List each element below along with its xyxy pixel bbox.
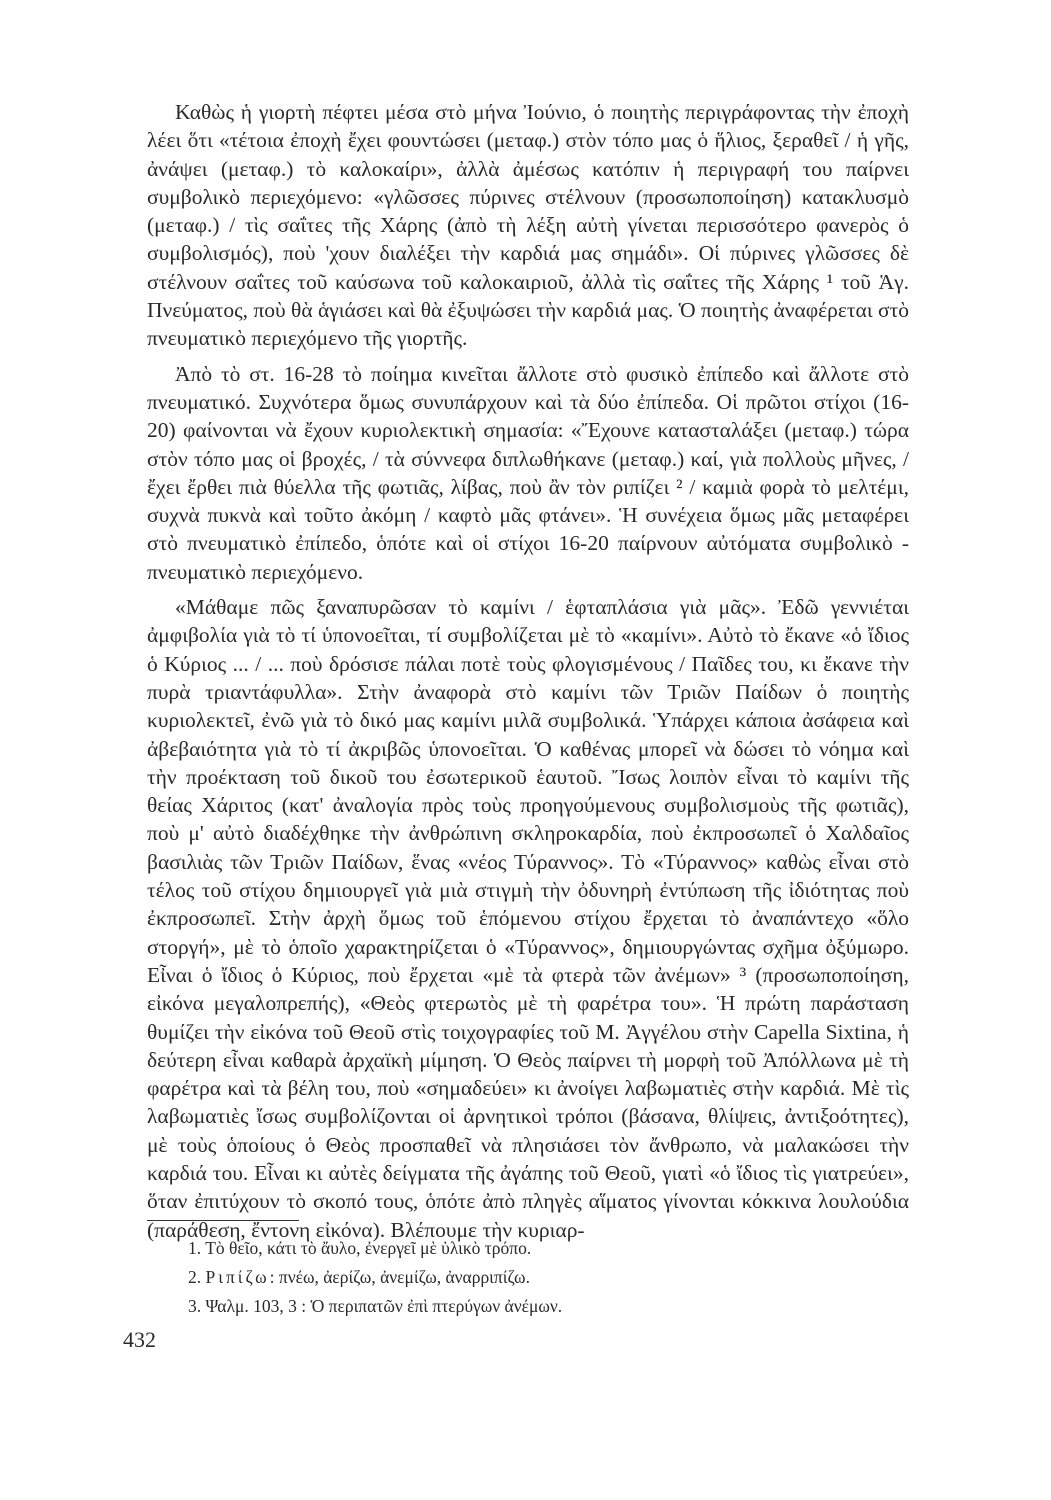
page-number: 432: [123, 1327, 156, 1352]
footnotes: [188, 1234, 888, 1321]
paragraph-1: Καθὼς ἡ γιορτὴ πέφτει μέσα στὸ μήνα Ἰούνιο, ὁ ποιητὴς περιγράφοντας τὴν ἐποχὴ λέει ὅτι «τέτοια ἐποχὴ ἔχει φουντώσει (μεταφ.) στὸν τόπο μας ὁ ἥλιος, ξεραθεῖ / ἡ γῆς, ἀνάψει (μεταφ.) τὸ καλοκαίρι», ἀλλὰ ἀμέσως κατόπιν ἡ περιγραφή του παίρνει συμβολικὸ περιεχόμενο: «γλῶσσες πύρινες στέλνουν (προσωποποίηση) κατακλυσμὸ (μεταφ.) / τὶς σαΐτες τῆς Χάρης (ἀπὸ τὴ λέξη αὐτὴ γίνεται περισσότερο φανερὸς ὁ συμβολισμός), ποὺ 'χουν διαλέξει τὴν καρδιά μας σημάδι». Οἱ πύρινες γλῶσσες δὲ στέλνουν σαΐτες τοῦ καύσωνα τοῦ καλοκαιριοῦ, ἀλλὰ τὶς σαΐτες τῆς Χάρης ¹ τοῦ Ἁγ. Πνεύματος, ποὺ θὰ ἁγιάσει καὶ θὰ ἐξυψώσει τὴν καρδιά μας. Ὁ ποιητὴς ἀναφέρεται στὸ πνευματικὸ περιεχόμενο τῆς γιορτῆς.: [147, 100, 909, 351]
main-text: [147, 98, 909, 1251]
footnote-term: Ριπίζω: [205, 1267, 270, 1287]
footnote-text: : πνέω, ἀερίζω, ἀνεμίζω, ἀναρριπίζω.: [269, 1267, 530, 1287]
footnote-number: 3.: [188, 1296, 202, 1316]
footnote-text: Τὸ θεῖο, κάτι τὸ ἄυλο, ἐνεργεῖ μὲ ὑλικὸ τρόπο.: [205, 1238, 532, 1258]
footnote-divider: [147, 1220, 299, 1221]
footnote-1: [188, 1234, 888, 1263]
footnote-3: [188, 1292, 888, 1321]
paragraph-2: Ἀπὸ τὸ στ. 16-28 τὸ ποίημα κινεῖται ἄλλοτε στὸ φυσικὸ ἐπίπεδο καὶ ἄλλοτε στὸ πνευματικό. Συχνότερα ὅμως συνυπάρχουν καὶ τὰ δύο ἐπίπεδα. Οἱ πρῶτοι στίχοι (16-20) φαίνονται νὰ ἔχουν κυριολεκτικὴ σημασία: «Ἔχουνε κατασταλάξει (μεταφ.) τώρα στὸν τόπο μας οἱ βροχές, / τὰ σύννεφα διπλωθήκανε (μεταφ.) καί, γιὰ πολλοὺς μῆνες, / ἔχει ἔρθει πιὰ θύελλα τῆς φωτιᾶς, λίβας, ποὺ ἂν τὸν ριπίζει ² / καμιὰ φορὰ τὸ μελτέμι, συχνὰ πυκνὰ καὶ τοῦτο ἀκόμη / καφτὸ μᾶς φτάνει». Ἡ συνέχεια ὅμως μᾶς μεταφέρει στὸ πνευματικὸ ἐπίπεδο, ὁπότε καὶ οἱ στίχοι 16-20 παίρνουν αὐτόματα συμβολικὸ - πνευματικὸ περιεχόμενο.: [147, 361, 909, 584]
footnote-number: 1.: [188, 1238, 202, 1258]
footnote-2: [188, 1263, 888, 1292]
footnote-text: Ψαλμ. 103, 3 : Ὁ περιπατῶν ἐπὶ πτερύγων ἀνέμων.: [205, 1296, 563, 1316]
footnote-number: 2.: [188, 1267, 202, 1287]
paragraph-3: «Μάθαμε πῶς ξαναπυρῶσαν τὸ καμίνι / ἑφταπλάσια γιὰ μᾶς». Ἐδῶ γεννιέται ἀμφιβολία γιὰ τὸ τί ὑπονοεῖται, τί συμβολίζεται μὲ τὸ «καμίνι». Αὐτὸ τὸ ἔκανε «ὁ ἴδιος ὁ Κύριος ... / ... ποὺ δρόσισε πάλαι ποτὲ τοὺς φλογισμένους / Παῖδες του, κι ἔκανε τὴν πυρὰ τριαντάφυλλα». Στὴν ἀναφορὰ στὸ καμίνι τῶν Τριῶν Παίδων ὁ ποιητὴς κυριολεκτεῖ, ἐνῶ γιὰ τὸ δικό μας καμίνι μιλᾶ συμβολικά. Ὑπάρχει κάποια ἀσάφεια καὶ ἀβεβαιότητα γιὰ τὸ τί ἀκριβῶς ὑπονοεῖται. Ὁ καθένας μπορεῖ νὰ δώσει τὸ νόημα καὶ τὴν προέκταση τοῦ δικοῦ του ἐσωτερικοῦ ἑαυτοῦ. Ἴσως λοιπὸν εἶναι τὸ καμίνι τῆς θείας Χάριτος (κατ' ἀναλογία πρὸς τοὺς προηγούμενους συμβολισμοὺς τῆς φωτιᾶς), ποὺ μ' αὐτὸ διαδέχθηκε τὴν ἀνθρώπινη σκληροκαρδία, ποὺ ἐκπροσωπεῖ ὁ Χαλδαῖος βασιλιὰς τῶν Τριῶν Παίδων, ἕνας «νέος Τύραννος». Τὸ «Τύραννος» καθὼς εἶναι στὸ τέλος τοῦ στίχου δημιουργεῖ γιὰ μιὰ στιγμὴ τὴν ὀδυνηρὴ ἐντύπωση τῆς ἰδιότητας ποὺ ἐκπροσωπεῖ. Στὴν ἀρχὴ ὅμως τοῦ ἑπόμενου στίχου ἔρχεται τὸ ἀναπάντεχο «ὅλο στοργή», μὲ τὸ ὁποῖο χαρακτηρίζεται ὁ «Τύραννος», δημιουργώντας σχῆμα ὀξύμωρο. Εἶναι ὁ ἴδιος ὁ Κύριος, ποὺ ἔρχεται «μὲ τὰ φτερὰ τῶν ἀνέμων» ³ (προσωποποίηση, εἰκόνα μεγαλοπρεπής), «Θεὸς φτερωτὸς μὲ τὴ φαρέτρα του». Ἡ πρώτη παράσταση θυμίζει τὴν εἰκόνα τοῦ Θεοῦ στὶς τοιχογραφίες τοῦ Μ. Ἀγγέλου στὴν Capella Sixtina, ἡ δεύτερη εἶναι καθαρὰ ἀρχαϊκὴ μίμηση. Ὁ Θεὸς παίρνει τὴ μορφὴ τοῦ Ἀπόλλωνα μὲ τὴ φαρέτρα καὶ τὰ βέλη του, ποὺ «σημαδεύει» κι ἀνοίγει λαβωματιὲς στὴν καρδιά. Μὲ τὶς λαβωματιὲς ἴσως συμβολίζονται οἱ ἀρνητικοὶ τρόποι (βάσανα, θλίψεις, ἀντιξοότητες), μὲ τοὺς ὁποίους ὁ Θεὸς προσπαθεῖ νὰ πλησιάσει τὸν ἄνθρωπο, νὰ μαλακώσει τὴν καρδιά του. Εἶναι κι αὐτὲς δείγματα τῆς ἀγάπης τοῦ Θεοῦ, γιατὶ «ὁ ἴδιος τὶς γιατρεύει», ὅταν ἐπιτύχουν τὸ σκοπό τους, ὁπότε ἀπὸ πληγὲς αἵματος γίνονται κόκκινα λουλούδια (παράθεση, ἔντονη εἰκόνα). Βλέπουμε τὴν κυριαρ-: [147, 595, 909, 1242]
